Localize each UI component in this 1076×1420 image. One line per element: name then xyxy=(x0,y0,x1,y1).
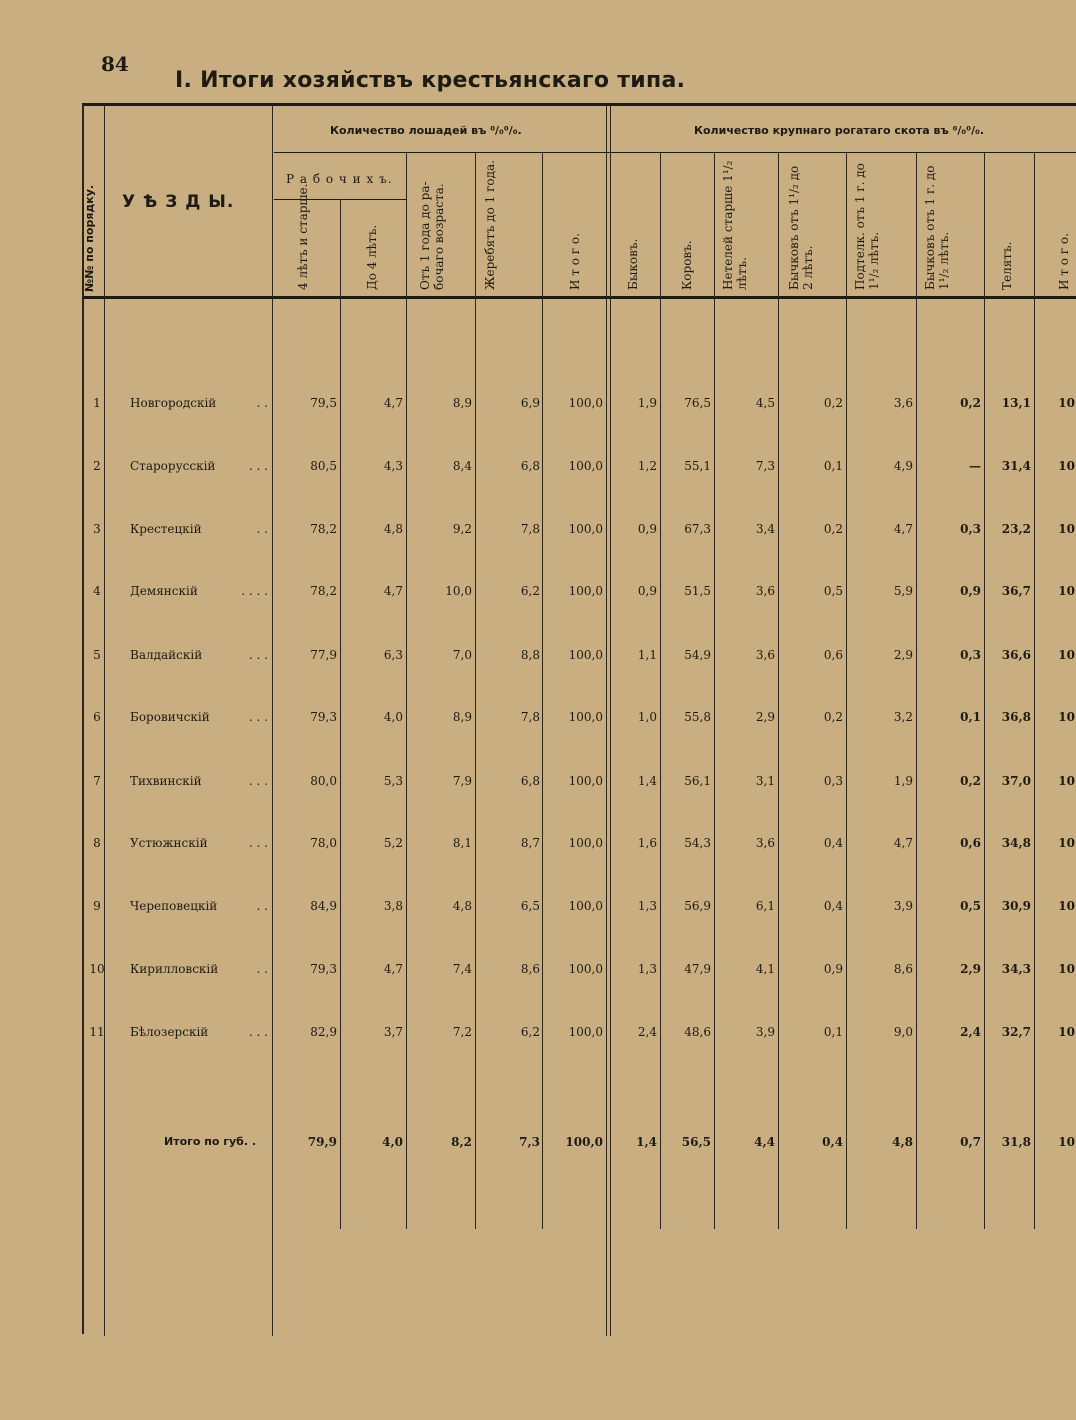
table-cell: 76,5 xyxy=(684,396,711,410)
table-cell: 79,3 xyxy=(310,710,337,724)
header-horses-group: Количество лошадей въ ⁰/₀⁰/₀. xyxy=(330,124,522,137)
table-cell: 0,6 xyxy=(960,836,981,850)
table-cell: 23,2 xyxy=(1001,522,1031,536)
table-cell: 0,2 xyxy=(823,396,843,410)
table-cell: 8,9 xyxy=(452,396,472,410)
col-line xyxy=(714,153,715,1229)
table-cell: 10 xyxy=(1058,962,1075,976)
table-cell: 7,4 xyxy=(452,962,472,976)
leader-dots: . . xyxy=(256,396,268,410)
table-cell: 7,8 xyxy=(520,522,540,536)
table-cell: 55,1 xyxy=(684,459,711,473)
table-cell: 56,5 xyxy=(681,1135,711,1149)
table-cell: 8,6 xyxy=(893,962,913,976)
column-header: И т о г о. xyxy=(568,233,582,290)
table-cell: 4,7 xyxy=(383,962,403,976)
table-cell: 36,6 xyxy=(1001,648,1031,662)
table-cell: 2,9 xyxy=(960,962,981,976)
row-number: 9 xyxy=(93,899,101,913)
table-cell: 55,8 xyxy=(684,710,711,724)
column-header: Бычковъ отъ 1¹/₂ до 2 лѣтъ. xyxy=(787,165,815,290)
table-cell: 0,2 xyxy=(960,774,981,788)
table-cell: 4,8 xyxy=(452,899,472,913)
table-cell: 8,7 xyxy=(520,836,540,850)
table-cell: 100,0 xyxy=(568,962,603,976)
table-cell: 3,6 xyxy=(893,396,913,410)
col-line xyxy=(846,153,847,1229)
table-cell: — xyxy=(969,459,981,473)
table-cell: 6,5 xyxy=(520,899,540,913)
table-cell: 100,0 xyxy=(568,648,603,662)
table-cell: 3,6 xyxy=(755,836,775,850)
leader-dots: . . . xyxy=(248,648,268,662)
table-cell: 10,0 xyxy=(445,584,472,598)
table-cell: 48,6 xyxy=(684,1025,711,1039)
table-cell: 3,1 xyxy=(755,774,775,788)
table-cell: 7,8 xyxy=(520,710,540,724)
table-cell: 51,5 xyxy=(684,584,711,598)
table-cell: 54,9 xyxy=(684,648,711,662)
leader-dots: . . . xyxy=(248,1025,268,1039)
header-cattle-group: Количество крупнаго рогатаго скота въ ⁰/₀⁰/₀. xyxy=(694,124,985,137)
table-cell: 3,9 xyxy=(755,1025,775,1039)
table-cell: 30,9 xyxy=(1001,899,1031,913)
table-cell: 1,4 xyxy=(637,774,657,788)
column-header: Отъ 1 года до ра-бочаго возраста. xyxy=(418,181,446,290)
header-uezdy: У Ѣ З Д Ы. xyxy=(122,192,235,212)
table-cell: 0,1 xyxy=(823,459,843,473)
table-cell: 4,1 xyxy=(755,962,775,976)
table-cell: 34,8 xyxy=(1001,836,1031,850)
table-cell: 79,5 xyxy=(310,396,337,410)
table-cell: 100,0 xyxy=(568,522,603,536)
table-cell: 0,4 xyxy=(823,836,843,850)
table-cell: 78,2 xyxy=(310,522,337,536)
uezd-name: Устюжнскій xyxy=(130,836,208,850)
col-line xyxy=(984,153,985,1229)
leader-dots: . . . xyxy=(248,459,268,473)
table-cell: 31,8 xyxy=(1001,1135,1031,1149)
table-cell: 100,0 xyxy=(565,1135,603,1149)
uezd-name: Старорусскій xyxy=(130,459,216,473)
table-cell: 6,9 xyxy=(520,396,540,410)
table-cell: 78,0 xyxy=(310,836,337,850)
table-cell: 100,0 xyxy=(568,899,603,913)
table-cell: 6,3 xyxy=(383,648,403,662)
table-cell: 84,9 xyxy=(310,899,337,913)
column-header: Нетелей старше 1¹/₂ лѣтъ. xyxy=(721,160,749,290)
col-line xyxy=(660,153,661,1229)
table-cell: 5,2 xyxy=(383,836,403,850)
row-number: 10 xyxy=(89,962,105,976)
table-cell: 6,2 xyxy=(520,1025,540,1039)
col-line xyxy=(778,153,779,1229)
table-cell: 4,7 xyxy=(383,584,403,598)
uezd-name: Валдайскій xyxy=(130,648,203,662)
table-cell: 8,6 xyxy=(520,962,540,976)
table-cell: 36,7 xyxy=(1001,584,1031,598)
table-cell: 1,3 xyxy=(637,962,657,976)
column-header: 4 лѣтъ и старше. xyxy=(296,183,310,290)
table-cell: 100,0 xyxy=(568,396,603,410)
table-cell: 56,1 xyxy=(684,774,711,788)
col-line xyxy=(916,153,917,1229)
table-cell: 0,4 xyxy=(822,1135,843,1149)
table-cell: 78,2 xyxy=(310,584,337,598)
table-cell: 2,4 xyxy=(637,1025,657,1039)
table-cell: 4,0 xyxy=(382,1135,403,1149)
table-cell: 79,3 xyxy=(310,962,337,976)
table-cell: 5,9 xyxy=(893,584,913,598)
column-header: Быковъ. xyxy=(626,238,640,290)
table-cell: 1,4 xyxy=(636,1135,657,1149)
table-cell: 6,1 xyxy=(755,899,775,913)
table-cell: 8,8 xyxy=(520,648,540,662)
table-cell: 56,9 xyxy=(684,899,711,913)
table-cell: 1,3 xyxy=(637,899,657,913)
header-num-col: №№ по порядку. xyxy=(83,184,96,292)
table-cell: 36,8 xyxy=(1001,710,1031,724)
table-cell: 1,2 xyxy=(637,459,657,473)
page-title: I. Итоги хозяйствъ крестьянскаго типа. xyxy=(175,68,686,93)
table-cell: 4,8 xyxy=(892,1135,913,1149)
table-cell: 10 xyxy=(1058,522,1075,536)
row-number: 1 xyxy=(93,396,101,410)
table-cell: 7,3 xyxy=(519,1135,540,1149)
table-cell: 10 xyxy=(1058,836,1075,850)
column-header: Бычковъ отъ 1 г. до 1¹/₂ лѣтъ. xyxy=(923,165,951,290)
top-rule xyxy=(82,103,1076,106)
table-cell: 0,9 xyxy=(637,584,657,598)
table-cell: 2,4 xyxy=(960,1025,981,1039)
column-header: Коровъ. xyxy=(680,240,694,290)
col-line xyxy=(406,153,407,1229)
table-cell: 9,2 xyxy=(452,522,472,536)
row-number: 7 xyxy=(93,774,101,788)
table-cell: 3,6 xyxy=(755,584,775,598)
table-cell: 6,8 xyxy=(520,774,540,788)
row-number: 6 xyxy=(93,710,101,724)
table-cell: 6,2 xyxy=(520,584,540,598)
table-cell: 0,4 xyxy=(823,899,843,913)
leader-dots: . . xyxy=(256,899,268,913)
leader-dots: . . xyxy=(256,522,268,536)
row-number: 8 xyxy=(93,836,101,850)
table-cell: 4,4 xyxy=(754,1135,775,1149)
table-cell: 34,3 xyxy=(1001,962,1031,976)
leader-dots: . . . xyxy=(248,774,268,788)
table-cell: 2,9 xyxy=(893,648,913,662)
table-cell: 6,8 xyxy=(520,459,540,473)
leader-dots: . . . xyxy=(248,836,268,850)
table-cell: 0,2 xyxy=(823,710,843,724)
table-cell: 0,6 xyxy=(823,648,843,662)
col-line xyxy=(475,153,476,1229)
table-cell: 100,0 xyxy=(568,836,603,850)
leader-dots: . . . xyxy=(248,710,268,724)
table-cell: 4,9 xyxy=(893,459,913,473)
table-cell: 77,9 xyxy=(310,648,337,662)
uezd-name: Тихвинскій xyxy=(130,774,202,788)
table-cell: 100,0 xyxy=(568,459,603,473)
header-bottom-rule xyxy=(82,296,1076,299)
table-cell: 9,0 xyxy=(893,1025,913,1039)
row-number: 2 xyxy=(93,459,101,473)
uezd-name: Крестецкій xyxy=(130,522,202,536)
table-cell: 0,2 xyxy=(823,522,843,536)
table-cell: 0,2 xyxy=(960,396,981,410)
table-cell: 10 xyxy=(1058,396,1075,410)
table-cell: 7,2 xyxy=(452,1025,472,1039)
column-header: И т о г о. xyxy=(1057,233,1071,290)
group-rule xyxy=(274,152,1076,153)
table-cell: 8,4 xyxy=(452,459,472,473)
table-cell: 7,3 xyxy=(755,459,775,473)
table-cell: 100,0 xyxy=(568,584,603,598)
table-cell: 47,9 xyxy=(684,962,711,976)
table-cell: 7,9 xyxy=(452,774,472,788)
table-cell: 10 xyxy=(1058,648,1075,662)
table-cell: 10 xyxy=(1058,584,1075,598)
table-cell: 4,7 xyxy=(893,522,913,536)
table-cell: 10 xyxy=(1058,899,1075,913)
row-number: 3 xyxy=(93,522,101,536)
table-cell: 10 xyxy=(1058,459,1075,473)
table-cell: 79,9 xyxy=(307,1135,337,1149)
table-cell: 3,2 xyxy=(893,710,913,724)
row-number: 5 xyxy=(93,648,101,662)
table-cell: 0,1 xyxy=(823,1025,843,1039)
table-cell: 4,0 xyxy=(383,710,403,724)
table-cell: 0,7 xyxy=(960,1135,981,1149)
table-cell: 13,1 xyxy=(1001,396,1031,410)
table-cell: 5,3 xyxy=(383,774,403,788)
uezd-name: Новгородскій xyxy=(130,396,217,410)
col-line-double xyxy=(606,106,607,1336)
uezd-name: Боровичскій xyxy=(130,710,210,724)
leader-dots: . . xyxy=(256,962,268,976)
table-cell: 0,5 xyxy=(823,584,843,598)
table-cell: 1,6 xyxy=(637,836,657,850)
total-label: Итого по губ. . xyxy=(164,1135,257,1148)
table-cell: 0,5 xyxy=(960,899,981,913)
uezd-name: Демянскій xyxy=(130,584,198,598)
table-cell: 100,0 xyxy=(568,1025,603,1039)
table-cell: 8,9 xyxy=(452,710,472,724)
col-line xyxy=(542,153,543,1229)
table-cell: 10 xyxy=(1058,1135,1075,1149)
table-cell: 4,7 xyxy=(383,396,403,410)
table-cell: 80,0 xyxy=(310,774,337,788)
table-cell: 7,0 xyxy=(452,648,472,662)
table-cell: 3,6 xyxy=(755,648,775,662)
column-header: Телятъ. xyxy=(1000,241,1014,290)
col-line xyxy=(340,199,341,1229)
table-cell: 4,7 xyxy=(893,836,913,850)
table-cell: 4,5 xyxy=(755,396,775,410)
table-cell: 0,9 xyxy=(637,522,657,536)
col-line xyxy=(272,106,273,1336)
table-cell: 1,0 xyxy=(637,710,657,724)
col-line xyxy=(1034,153,1035,1229)
table-cell: 8,1 xyxy=(452,836,472,850)
table-cell: 8,2 xyxy=(451,1135,472,1149)
table-cell: 54,3 xyxy=(684,836,711,850)
table-cell: 10 xyxy=(1058,1025,1075,1039)
table-cell: 0,9 xyxy=(823,962,843,976)
table-cell: 37,0 xyxy=(1001,774,1031,788)
table-cell: 80,5 xyxy=(310,459,337,473)
table-cell: 0,1 xyxy=(960,710,981,724)
table-cell: 3,8 xyxy=(383,899,403,913)
table-cell: 31,4 xyxy=(1001,459,1031,473)
table-cell: 32,7 xyxy=(1001,1025,1031,1039)
table-cell: 1,1 xyxy=(637,648,657,662)
table-cell: 0,9 xyxy=(960,584,981,598)
table-cell: 0,3 xyxy=(823,774,843,788)
column-header: Жеребятъ до 1 года. xyxy=(483,160,497,290)
uezd-name: Бѣлозерскій xyxy=(130,1025,209,1039)
leader-dots: . . . . xyxy=(241,584,268,598)
row-number: 11 xyxy=(89,1025,105,1039)
table-cell: 67,3 xyxy=(684,522,711,536)
table-cell: 4,8 xyxy=(383,522,403,536)
uezd-name: Череповецкій xyxy=(130,899,218,913)
table-cell: 0,3 xyxy=(960,648,981,662)
column-header: До 4 лѣтъ. xyxy=(365,224,379,290)
row-number: 4 xyxy=(93,584,101,598)
table-cell: 0,3 xyxy=(960,522,981,536)
table-cell: 10 xyxy=(1058,774,1075,788)
table-cell: 1,9 xyxy=(637,396,657,410)
table-cell: 4,3 xyxy=(383,459,403,473)
table-cell: 2,9 xyxy=(755,710,775,724)
col-line-double xyxy=(610,106,611,1336)
column-header: Подтелк. отъ 1 г. до 1¹/₂ лѣтъ. xyxy=(853,163,881,290)
table-cell: 3,9 xyxy=(893,899,913,913)
table-cell: 10 xyxy=(1058,710,1075,724)
table-cell: 82,9 xyxy=(310,1025,337,1039)
page-number: 84 xyxy=(101,52,129,76)
table-cell: 3,4 xyxy=(755,522,775,536)
uezd-name: Кирилловскій xyxy=(130,962,219,976)
header-working: Р а б о ч и х ъ. xyxy=(286,172,393,186)
table-cell: 100,0 xyxy=(568,710,603,724)
table-cell: 3,7 xyxy=(383,1025,403,1039)
table-cell: 100,0 xyxy=(568,774,603,788)
table-cell: 1,9 xyxy=(893,774,913,788)
